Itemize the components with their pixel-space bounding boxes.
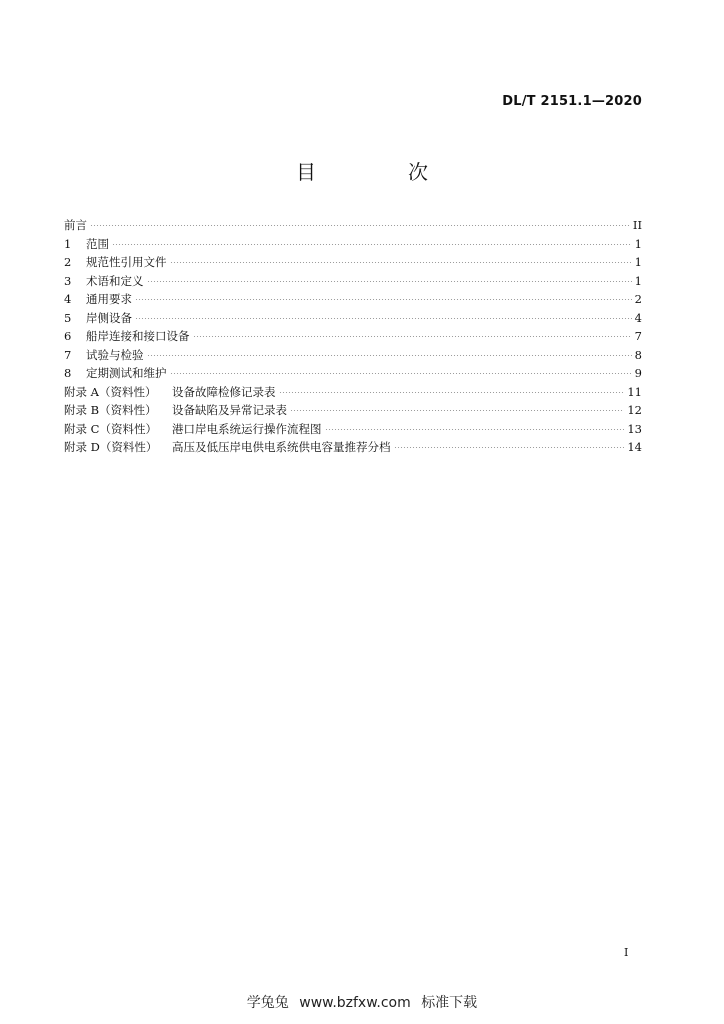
toc-entry-page: 7	[634, 329, 642, 343]
toc-dot-leader	[279, 392, 625, 393]
toc-entry-section-6[interactable]	[64, 327, 642, 346]
toc-entry-label: 定期测试和维护	[86, 366, 167, 380]
toc-dot-leader	[325, 429, 625, 430]
toc-entry-number: 1	[64, 236, 72, 251]
toc-entry-section-4[interactable]	[64, 290, 642, 309]
toc-entry-section-2[interactable]	[64, 253, 642, 272]
toc-entry-label: 术语和定义	[86, 273, 144, 288]
toc-title: 目 次	[296, 160, 464, 184]
toc-dot-leader	[290, 410, 624, 411]
toc-entry-appendix-b[interactable]	[64, 401, 642, 420]
toc-entry-page: 8	[634, 347, 642, 362]
toc-appendix-prefix: 附录 D（资料性）	[64, 440, 158, 454]
toc-entry-number: 3	[64, 273, 72, 288]
toc-entry-page: 1	[634, 255, 642, 269]
toc-appendix-prefix: 附录 C（资料性）	[64, 421, 157, 436]
toc-entry-label: 港口岸电系统运行操作流程图	[172, 421, 322, 436]
toc-entry-page: 12	[627, 403, 642, 417]
toc-dot-leader	[147, 281, 632, 282]
footer-site-name: 学兔兔	[246, 995, 289, 1011]
toc-entry-number: 2	[64, 255, 72, 269]
toc-dot-leader	[394, 447, 625, 448]
toc-entry-number: 6	[64, 329, 72, 343]
toc-entry-label: 规范性引用文件	[86, 255, 167, 269]
toc-entry-label: 高压及低压岸电供电系统供电容量推荐分档	[172, 440, 391, 454]
toc-entry-page: II	[632, 218, 642, 232]
toc-entry-page: 11	[627, 384, 642, 399]
toc-entry-page: 1	[634, 273, 642, 288]
toc-dot-leader	[135, 318, 632, 319]
standard-code: DL/T 2151.1—2020	[502, 94, 642, 109]
toc-entry-appendix-c[interactable]	[64, 420, 642, 439]
toc-entry-label: 前言	[64, 218, 87, 232]
footer-url-link[interactable]: www.bzfxw.com	[299, 995, 411, 1011]
toc-entry-number: 4	[64, 292, 72, 306]
toc-entry-preface[interactable]	[64, 216, 642, 235]
toc-entry-label: 试验与检验	[86, 347, 144, 362]
toc-entry-label: 设备故障检修记录表	[172, 384, 276, 399]
toc-entry-page: 1	[634, 236, 642, 251]
toc-entry-number: 5	[64, 310, 72, 325]
toc-dot-leader	[170, 262, 632, 263]
toc-entry-number: 8	[64, 366, 72, 380]
toc-entry-section-3[interactable]	[64, 272, 642, 291]
toc-dot-leader	[193, 336, 632, 337]
toc-dot-leader	[90, 225, 630, 226]
toc-dot-leader	[147, 355, 632, 356]
toc-entry-label: 船岸连接和接口设备	[86, 329, 190, 343]
toc-entry-label: 范围	[86, 236, 109, 251]
footer-watermark	[0, 992, 724, 1012]
toc-appendix-prefix: 附录 B（资料性）	[64, 403, 157, 417]
toc-entry-section-5[interactable]	[64, 309, 642, 328]
toc-dot-leader	[170, 373, 632, 374]
toc-entry-appendix-a[interactable]	[64, 383, 642, 402]
toc-entry-label: 岸侧设备	[86, 310, 132, 325]
table-of-contents	[64, 216, 642, 457]
toc-dot-leader	[112, 244, 632, 245]
footer-tagline: 标准下载	[421, 995, 478, 1011]
page-number: I	[624, 946, 629, 959]
toc-entry-section-8[interactable]	[64, 364, 642, 383]
toc-entry-label: 设备缺陷及异常记录表	[172, 403, 287, 417]
toc-entry-section-1[interactable]	[64, 235, 642, 254]
toc-dot-leader	[135, 299, 632, 300]
toc-entry-label: 通用要求	[86, 292, 132, 306]
toc-entry-number: 7	[64, 347, 72, 362]
toc-entry-page: 14	[627, 440, 642, 454]
toc-entry-section-7[interactable]	[64, 346, 642, 365]
toc-entry-page: 4	[634, 310, 642, 325]
toc-entry-page: 2	[634, 292, 642, 306]
toc-entry-page: 9	[634, 366, 642, 380]
toc-entry-page: 13	[627, 421, 642, 436]
toc-entry-appendix-d[interactable]	[64, 438, 642, 457]
toc-appendix-prefix: 附录 A（资料性）	[64, 384, 157, 399]
